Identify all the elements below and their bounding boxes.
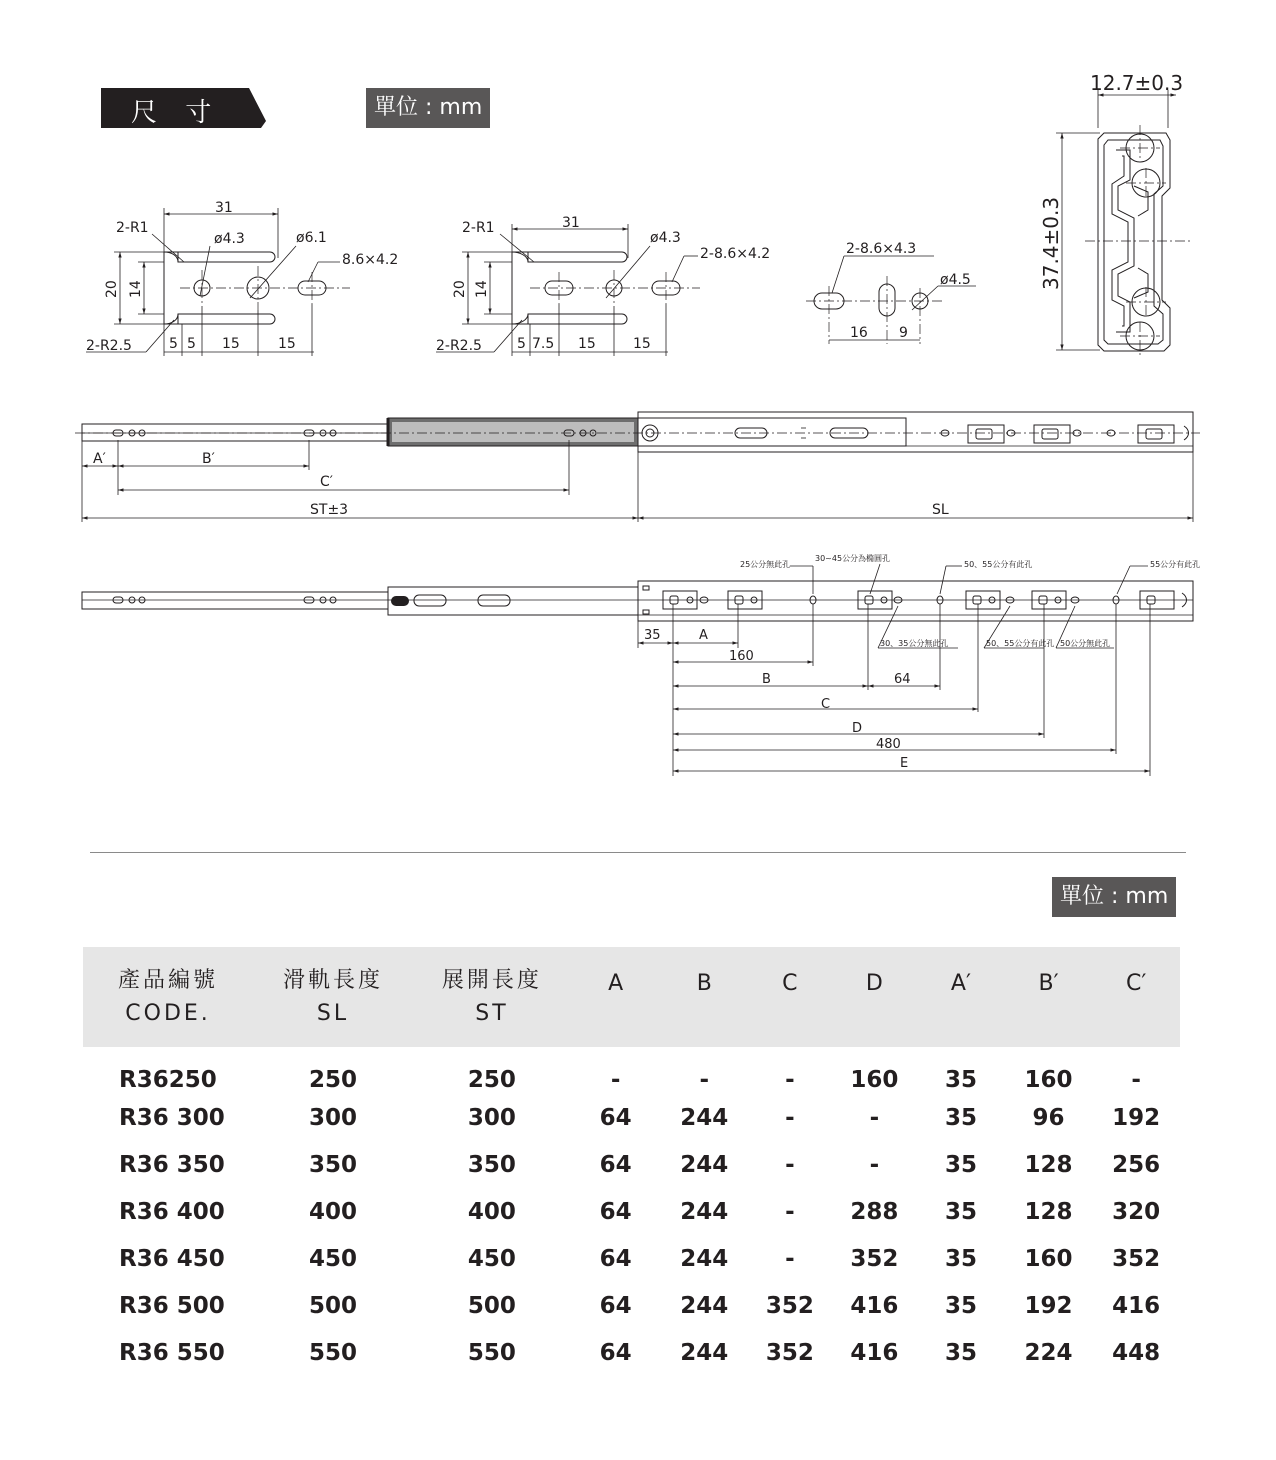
table-cell: 35 [944, 1339, 977, 1366]
dim-5-mid: 5 [517, 336, 526, 352]
table-row [83, 1235, 1180, 1282]
label-slot: 8.6×4.2 [342, 252, 399, 268]
table-cell: 96 [1032, 1104, 1065, 1131]
label-2-r25: 2-R2.5 [86, 338, 132, 354]
section-divider [90, 852, 1186, 853]
dim-35: 35 [644, 628, 661, 643]
col-a: A [608, 971, 624, 996]
note-50-55: 50、55公分有此孔 [964, 560, 1033, 569]
dim-5a: 5 [169, 336, 178, 352]
table-cell: 35 [944, 1104, 977, 1131]
table-cell: 416 [850, 1339, 899, 1366]
unit-badge-table: 單位 : mm [1052, 877, 1176, 917]
table-cell: 160 [850, 1066, 899, 1093]
table-cell: 550 [309, 1339, 358, 1366]
dim-20-mid: 20 [452, 280, 468, 298]
table-cell: 400 [309, 1198, 358, 1225]
table-cell: 450 [309, 1245, 358, 1272]
width-dimension: 12.7±0.3 [1090, 71, 1184, 95]
dim-e: E [900, 756, 909, 771]
label-rear-slot: 2-8.6×4.3 [846, 241, 917, 257]
dim-64: 64 [894, 672, 911, 687]
dim-15a: 15 [222, 336, 240, 352]
table-row [83, 1188, 1180, 1235]
dim-b-prime: B′ [202, 451, 215, 467]
table-cell: 250 [309, 1066, 358, 1093]
note-50-no: 50公分無此孔 [1060, 639, 1111, 648]
table-row [83, 1141, 1180, 1188]
table-cell: - [699, 1066, 710, 1093]
table-cell: 192 [1112, 1104, 1161, 1131]
table-cell: - [785, 1198, 795, 1225]
dim-15a-mid: 15 [578, 336, 596, 352]
table-cell: 550 [467, 1339, 516, 1366]
dim-a-prime: A′ [93, 451, 106, 467]
spec-table [83, 947, 1180, 1376]
table-cell: 64 [599, 1198, 632, 1225]
note-25: 25公分無此孔 [740, 560, 791, 569]
front-bracket-detail [86, 200, 398, 356]
col-sl: 滑軌長度 SL [283, 968, 384, 1026]
table-cell: 500 [467, 1292, 516, 1319]
table-row [83, 1094, 1180, 1141]
table-cell: 352 [765, 1292, 814, 1319]
hole-position-view [82, 553, 1200, 776]
table-cell: 128 [1024, 1198, 1073, 1225]
dim-a: A [699, 628, 708, 643]
label-d61: ø6.1 [296, 230, 327, 246]
dim-5b: 5 [187, 336, 196, 352]
product-code-cell: R36 500 [119, 1292, 225, 1319]
table-cell: 35 [944, 1292, 977, 1319]
col-c: C [782, 971, 798, 996]
dim-14: 14 [128, 280, 144, 298]
table-cell: 256 [1112, 1151, 1161, 1178]
note-30-35-no: 30、35公分無此孔 [880, 639, 949, 648]
dim-31: 31 [215, 200, 233, 216]
col-c-prime: C′ [1125, 971, 1147, 996]
table-cell: 352 [850, 1245, 899, 1272]
note-30-45: 30~45公分為橢圓孔 [815, 554, 891, 563]
table-cell: - [785, 1066, 795, 1093]
mid-bracket-detail [436, 215, 770, 356]
dim-c: C [821, 697, 831, 712]
table-cell: 35 [944, 1245, 977, 1272]
label-2-r25-mid: 2-R2.5 [436, 338, 482, 354]
dim-31-mid: 31 [562, 215, 580, 231]
table-cell: 400 [467, 1198, 516, 1225]
table-cell: 160 [1024, 1066, 1073, 1093]
label-d43: ø4.3 [214, 231, 245, 247]
table-cell: 64 [599, 1292, 632, 1319]
table-cell: 320 [1112, 1198, 1161, 1225]
table-row [83, 1329, 1180, 1376]
table-cell: 288 [850, 1198, 899, 1225]
table-cell: 64 [599, 1151, 632, 1178]
table-cell: 450 [467, 1245, 516, 1272]
table-cell: 192 [1024, 1292, 1073, 1319]
table-cell: - [869, 1151, 880, 1178]
dim-d: D [852, 721, 863, 736]
col-b-prime: B′ [1038, 971, 1059, 996]
table-cell: - [1131, 1066, 1141, 1093]
extended-slide-view [75, 412, 1200, 522]
label-2-r1: 2-R1 [116, 220, 149, 236]
table-cell: 35 [944, 1198, 977, 1225]
dim-75-mid: 7.5 [532, 336, 555, 352]
table-cell: - [610, 1066, 621, 1093]
dim-15b-mid: 15 [633, 336, 651, 352]
note-55: 55公分有此孔 [1150, 560, 1201, 569]
dim-b: B [762, 672, 771, 687]
table-cell: 244 [680, 1198, 729, 1225]
table-cell: 64 [599, 1339, 632, 1366]
table-cell: 300 [467, 1104, 516, 1131]
table-cell: 244 [680, 1245, 729, 1272]
label-2-r1-mid: 2-R1 [462, 220, 495, 236]
cross-section-view [1039, 71, 1190, 358]
table-cell: 352 [1112, 1245, 1161, 1272]
table-cell: - [785, 1104, 795, 1131]
note-50-55-yes: 50、55公分有此孔 [986, 639, 1055, 648]
dim-480: 480 [876, 737, 901, 752]
table-cell: 128 [1024, 1151, 1073, 1178]
product-code-cell: R36 550 [119, 1339, 225, 1366]
table-cell: 224 [1024, 1339, 1073, 1366]
table-cell: 64 [599, 1245, 632, 1272]
table-cell: 244 [680, 1292, 729, 1319]
dim-20: 20 [104, 280, 120, 298]
table-cell: 500 [309, 1292, 358, 1319]
table-cell: 35 [944, 1151, 977, 1178]
table-cell: 250 [467, 1066, 516, 1093]
dim-9: 9 [899, 325, 908, 341]
table-cell: 160 [1024, 1245, 1073, 1272]
col-a-prime: A′ [950, 971, 971, 996]
product-code-cell: R36 300 [119, 1104, 225, 1131]
product-code-cell: R36250 [119, 1066, 217, 1093]
dim-st: ST±3 [310, 502, 349, 518]
rear-hole-detail [806, 241, 976, 344]
table-cell: 416 [1112, 1292, 1161, 1319]
label-d43-mid: ø4.3 [650, 230, 681, 246]
table-cell: - [785, 1245, 795, 1272]
table-cell: 64 [599, 1104, 632, 1131]
section-title: 尺 寸 [131, 98, 222, 128]
table-cell: 244 [680, 1151, 729, 1178]
table-cell: 352 [765, 1339, 814, 1366]
table-cell: 350 [467, 1151, 516, 1178]
table-cell: - [785, 1151, 795, 1178]
table-row [83, 1047, 1180, 1094]
dim-c-prime: C′ [320, 474, 333, 490]
col-d: D [865, 971, 883, 996]
col-b: B [696, 971, 712, 996]
product-code-cell: R36 450 [119, 1245, 225, 1272]
table-header-row [83, 947, 1180, 1047]
product-code-cell: R36 400 [119, 1198, 225, 1225]
table-cell: 448 [1112, 1339, 1161, 1366]
table-cell: - [869, 1104, 880, 1131]
table-cell: 300 [309, 1104, 358, 1131]
dim-160: 160 [729, 649, 754, 664]
col-code: 產品編號 CODE. [118, 968, 219, 1026]
table-cell: 350 [309, 1151, 358, 1178]
table-row [83, 1282, 1180, 1329]
label-slot-mid: 2-8.6×4.2 [700, 246, 771, 262]
unit-badge-top: 單位 : mm [366, 88, 490, 128]
col-st: 展開長度 ST [441, 968, 542, 1026]
dim-sl: SL [932, 502, 949, 518]
table-cell: 35 [944, 1066, 977, 1093]
dim-14-mid: 14 [474, 280, 490, 298]
dim-15b: 15 [278, 336, 296, 352]
dim-16: 16 [850, 325, 868, 341]
table-cell: 244 [680, 1339, 729, 1366]
label-d45: ø4.5 [940, 272, 971, 288]
height-dimension: 37.4±0.3 [1039, 196, 1063, 290]
table-cell: 416 [850, 1292, 899, 1319]
table-cell: 244 [680, 1104, 729, 1131]
product-code-cell: R36 350 [119, 1151, 225, 1178]
